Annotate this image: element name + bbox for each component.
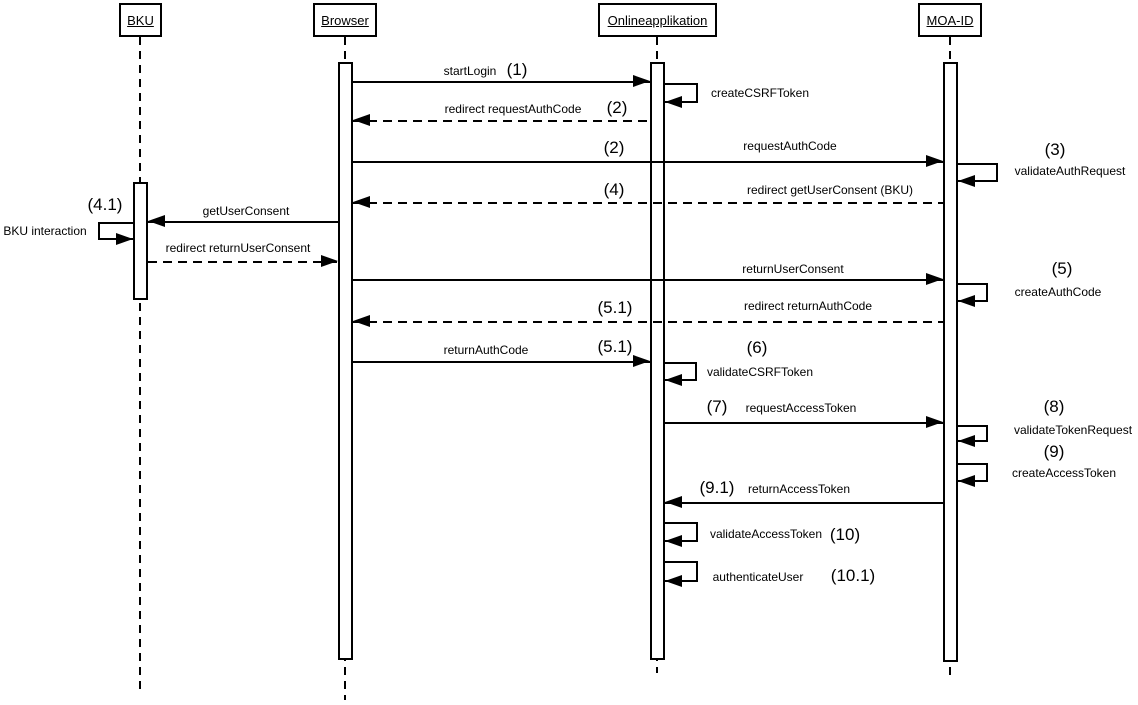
self-message-label-validate-auth-request: validateAuthRequest (1014, 164, 1126, 178)
arrowhead-request-access-token (926, 416, 943, 428)
arrowhead-validate-csrf-token (665, 374, 682, 386)
participant-box-bku (119, 3, 162, 37)
message-label-return-access-token: returnAccessToken (747, 482, 851, 496)
self-message-number-validate-token-request: (8) (1043, 397, 1065, 416)
message-number-get-user-consent: (4.1) (87, 195, 123, 214)
arrowhead-validate-auth-request (958, 175, 975, 187)
arrowhead-bku-interaction (116, 233, 133, 245)
activation-bar-onlineapplikation (650, 62, 665, 660)
self-message-number-create-auth-code: (5) (1051, 259, 1073, 278)
message-label-return-auth-code: returnAuthCode (443, 343, 529, 357)
arrowhead-validate-access-token (665, 535, 682, 547)
message-number-redirect-return-auth-code: (5.1) (597, 298, 633, 317)
arrowhead-create-csrf-token (665, 96, 682, 108)
message-label-redirect-get-user-consent: redirect getUserConsent (BKU) (746, 183, 914, 197)
message-line-redirect-get-user-consent (353, 202, 943, 204)
activation-bar-bku (133, 182, 148, 300)
message-line-request-access-token (665, 422, 943, 424)
activation-bar-browser (338, 62, 353, 660)
participant-box-browser (313, 3, 377, 37)
message-number-return-access-token: (9.1) (699, 478, 735, 497)
self-message-label-create-auth-code: createAuthCode (1014, 285, 1102, 299)
self-message-label-authenticate-user: authenticateUser (712, 570, 804, 584)
participant-box-onlineapplikation (598, 3, 717, 37)
self-message-label-bku-interaction: BKU interaction (3, 224, 87, 238)
arrowhead-get-user-consent (148, 215, 165, 227)
message-number-redirect-get-user-consent: (4) (603, 180, 625, 199)
message-label-get-user-consent: getUserConsent (202, 204, 290, 218)
message-line-return-user-consent (353, 279, 943, 281)
message-line-redirect-request-auth-code (353, 120, 650, 122)
message-label-request-access-token: requestAccessToken (745, 401, 857, 415)
message-line-return-access-token (665, 502, 943, 504)
message-line-get-user-consent (148, 221, 338, 223)
message-number-request-access-token: (7) (706, 397, 728, 416)
message-label-redirect-return-auth-code: redirect returnAuthCode (743, 299, 873, 313)
message-label-redirect-request-auth-code: redirect requestAuthCode (444, 102, 582, 116)
arrowhead-redirect-get-user-consent (353, 196, 370, 208)
arrowhead-redirect-return-auth-code (353, 315, 370, 327)
arrowhead-return-auth-code (633, 355, 650, 367)
arrowhead-start-login (633, 75, 650, 87)
self-message-number-validate-access-token: (10) (829, 525, 861, 544)
lifeline-bku (139, 37, 141, 690)
message-line-redirect-return-auth-code (353, 321, 943, 323)
message-label-redirect-return-user-consent: redirect returnUserConsent (165, 241, 311, 255)
message-line-request-auth-code (353, 161, 943, 163)
self-message-label-create-csrf-token: createCSRFToken (710, 86, 810, 100)
participant-label-bku: BKU (127, 12, 154, 28)
arrowhead-request-auth-code (926, 155, 943, 167)
message-number-request-auth-code: (2) (603, 138, 625, 157)
arrowhead-return-user-consent (926, 273, 943, 285)
self-message-number-authenticate-user: (10.1) (830, 566, 876, 585)
participant-label-moa-id: MOA-ID (926, 12, 974, 28)
participant-label-onlineapplikation: Onlineapplikation (607, 12, 708, 28)
activation-bar-moa-id (943, 62, 958, 662)
self-message-label-validate-access-token: validateAccessToken (709, 527, 823, 541)
arrowhead-redirect-request-auth-code (353, 114, 370, 126)
self-message-label-validate-token-request: validateTokenRequest (1013, 423, 1133, 437)
arrowhead-create-auth-code (958, 295, 975, 307)
message-line-return-auth-code (353, 361, 650, 363)
arrowhead-create-access-token (958, 475, 975, 487)
self-message-number-validate-auth-request: (3) (1044, 140, 1066, 159)
participant-box-moa-id (918, 3, 982, 37)
arrowhead-authenticate-user (665, 575, 682, 587)
message-label-return-user-consent: returnUserConsent (742, 262, 844, 276)
self-message-number-validate-csrf-token: (6) (746, 338, 768, 357)
message-number-redirect-request-auth-code: (2) (606, 98, 628, 117)
message-line-start-login (353, 81, 650, 83)
participant-label-browser: Browser (321, 12, 369, 28)
message-label-start-login: startLogin (443, 64, 497, 78)
arrowhead-validate-token-request (958, 435, 975, 447)
message-label-request-auth-code: requestAuthCode (743, 139, 837, 153)
self-message-number-create-access-token: (9) (1043, 442, 1065, 461)
self-message-label-create-access-token: createAccessToken (1011, 466, 1117, 480)
message-line-redirect-return-user-consent (148, 261, 338, 263)
message-number-return-auth-code: (5.1) (597, 337, 633, 356)
message-number-start-login: (1) (506, 60, 528, 79)
arrowhead-return-access-token (665, 496, 682, 508)
self-message-label-validate-csrf-token: validateCSRFToken (706, 365, 814, 379)
arrowhead-redirect-return-user-consent (321, 255, 338, 267)
